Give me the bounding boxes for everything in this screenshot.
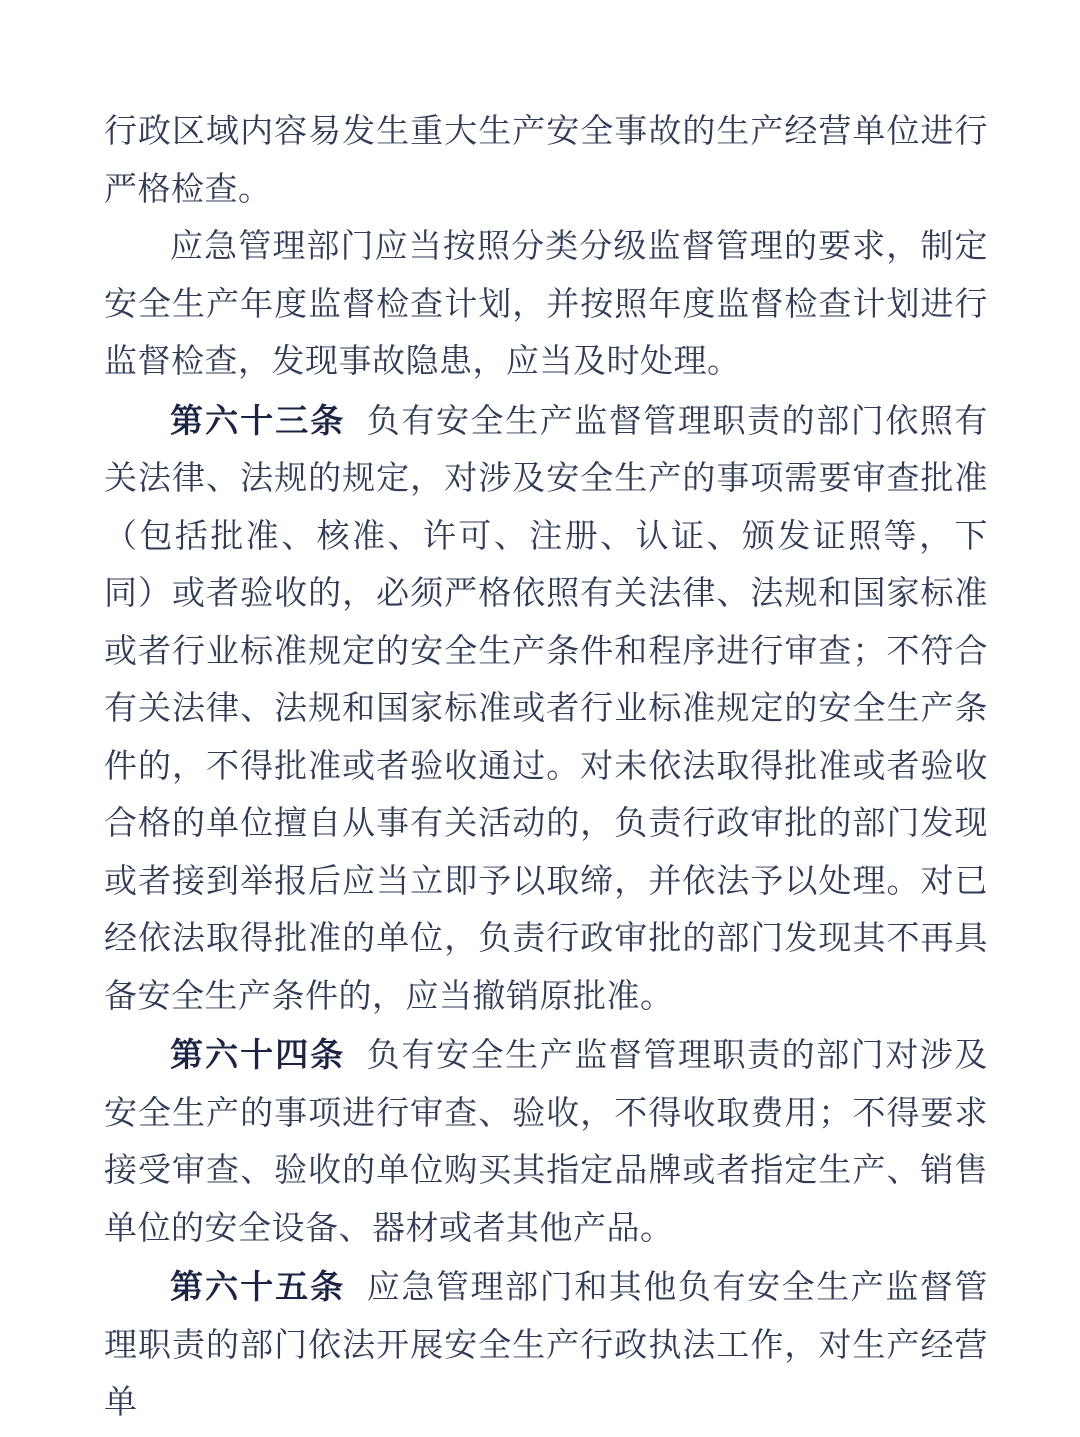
paragraph-article-63 — [104, 392, 988, 1027]
paragraph-article-64 — [104, 1026, 988, 1258]
article-63-number-heading: 第六十三条 — [170, 401, 346, 439]
paragraph-text: 负有安全生产监督管理职责的部门依照有关法律、法规的规定，对涉及安全生产的事项需要审查批准（包括批准、核准、许可、注册、认证、颁发证照等，下同）或者验收的，必须严格依照有关法律、法规和国家标准或者行业标准规定的安全生产条件和程序进行审查；不符合有关法律、法规和国家标准或者行业标准规定的安全生产条件的，不得批准或者验收通过。对未依法取得批准或者验收合格的单位擅自从事有关活动的，负责行政审批的部门发现或者接到举报后应当立即予以取缔，并依法予以处理。对已经依法取得批准的单位，负责行政审批的部门发现其不再具备安全生产条件的，应当撤销原批准。 — [104, 403, 989, 1015]
paragraph — [104, 219, 988, 392]
paragraph-article-65 — [104, 1258, 988, 1433]
article-64-number-heading: 第六十四条 — [170, 1036, 346, 1073]
article-65-number-heading: 第六十五条 — [170, 1268, 346, 1305]
paragraph-text: 应急管理部门和其他负有安全生产监督管理职责的部门依法开展安全生产行政执法工作，对生产经营单 — [104, 1270, 989, 1421]
paragraph-text: 行政区域内容易发生重大生产安全事故的生产经营单位进行严格检查。 — [104, 114, 988, 208]
paragraph-text: 负有安全生产监督管理职责的部门对涉及安全生产的事项进行审查、验收，不得收取费用；不得要求接受审查、验收的单位购买其指定品牌或者指定生产、销售单位的安全设备、器材或者其他产品。 — [104, 1038, 989, 1247]
paragraph-continuation — [104, 104, 988, 219]
document-content — [104, 104, 988, 1433]
paragraph-text: 应急管理部门应当按照分类分级监督管理的要求，制定安全生产年度监督检查计划，并按照年度监督检查计划进行监督检查，发现事故隐患，应当及时处理。 — [104, 229, 988, 380]
